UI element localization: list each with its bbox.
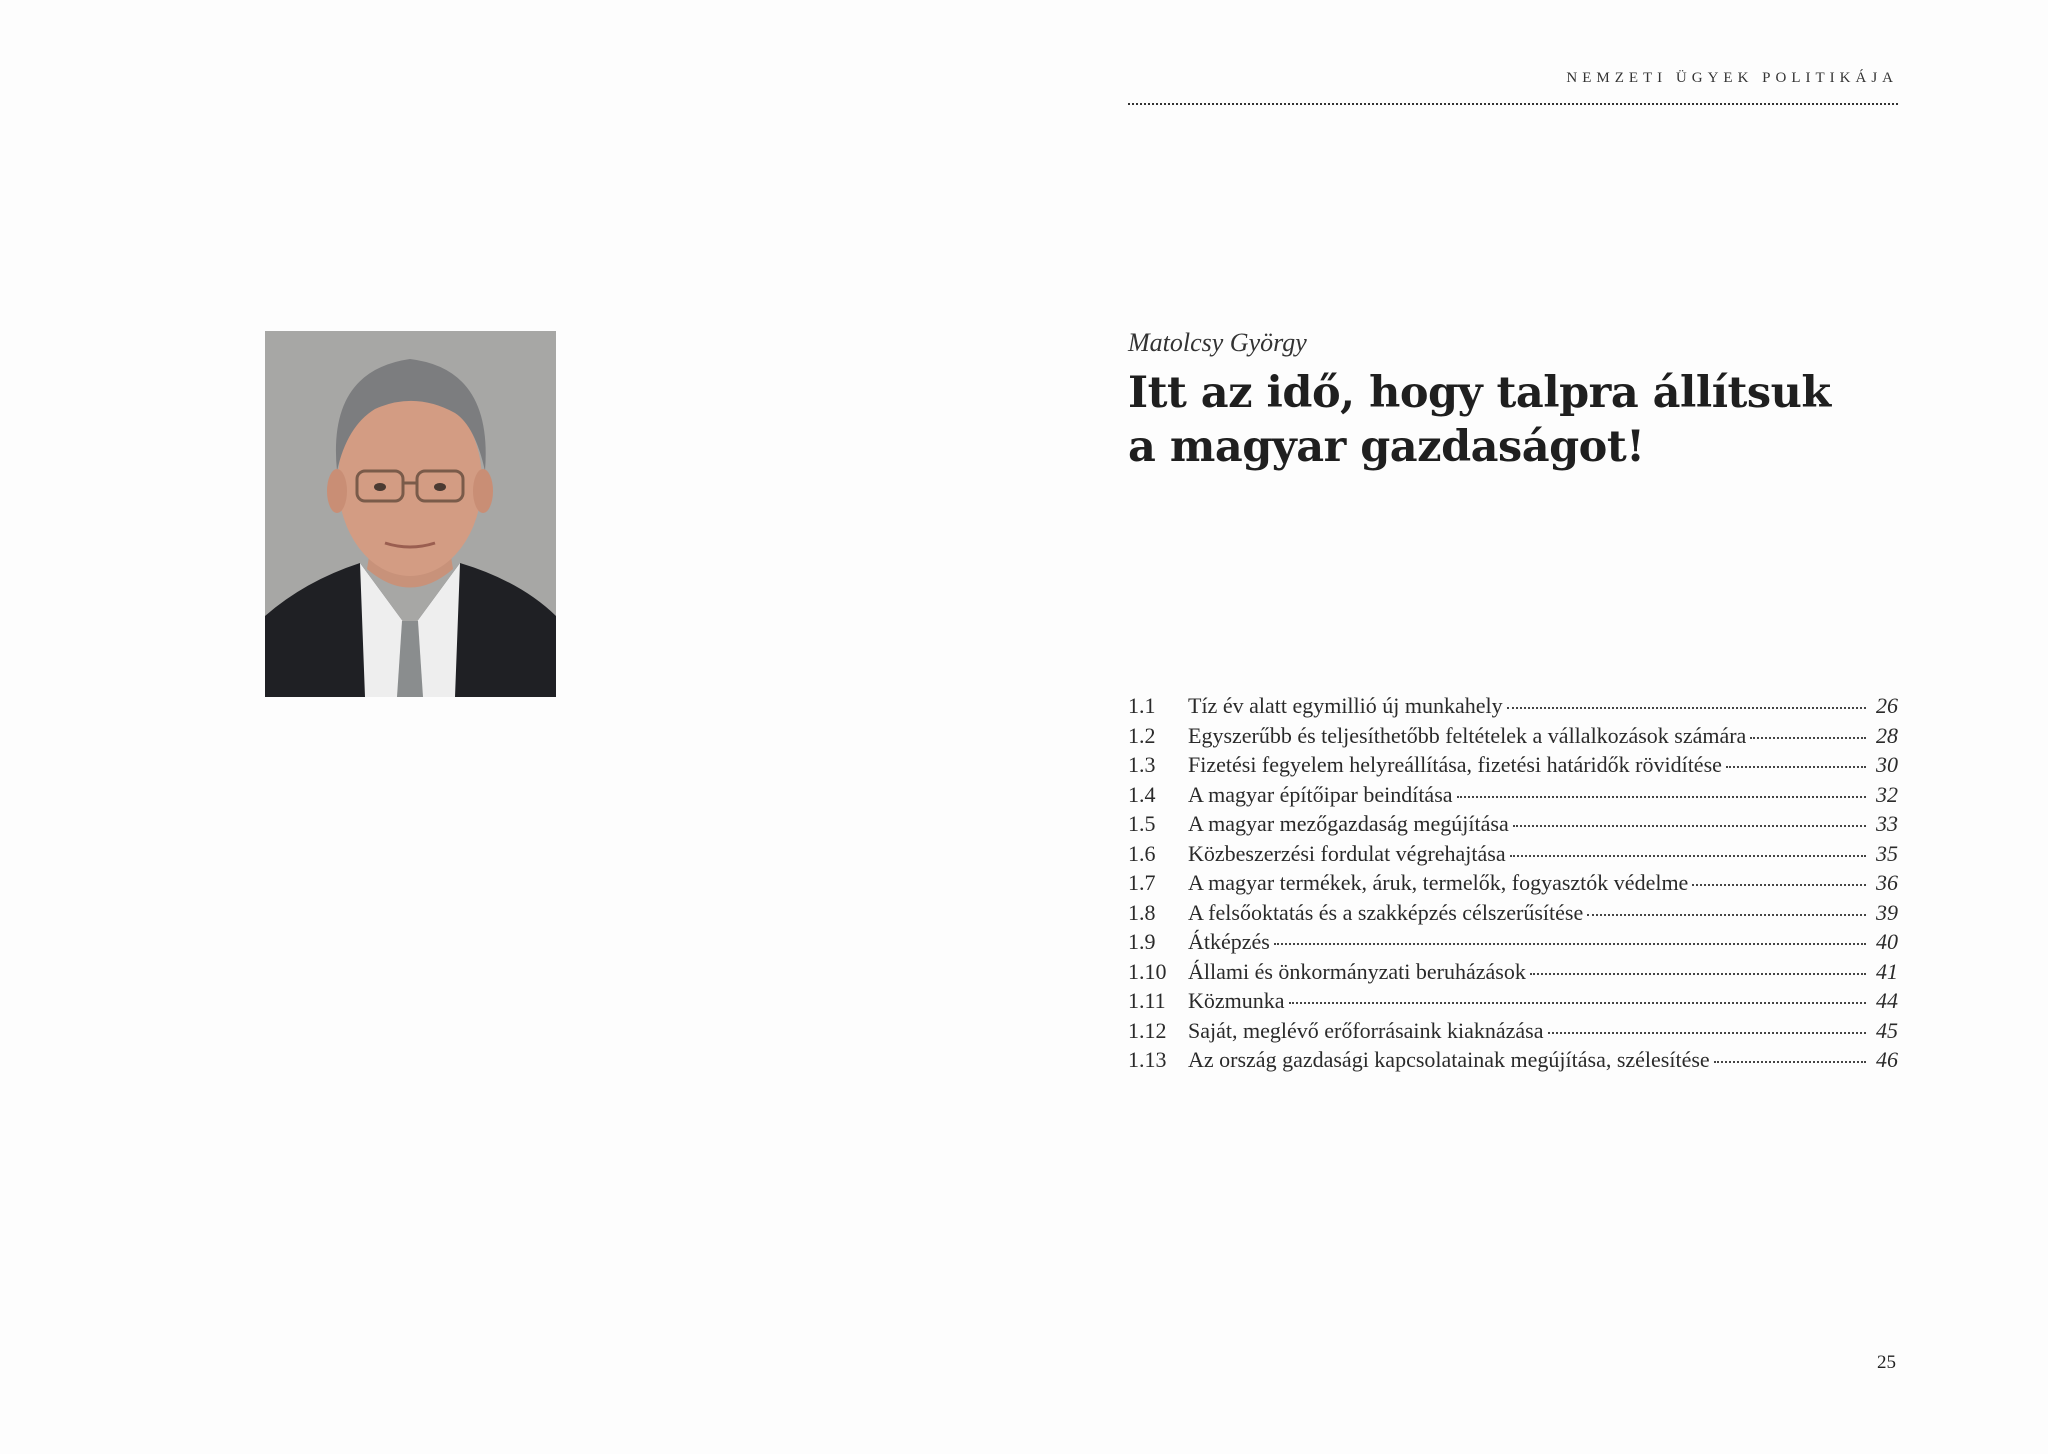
- toc-title: Tíz év alatt egymillió új munkahely: [1188, 693, 1503, 718]
- toc-row: [1128, 988, 1898, 1018]
- toc-page: 46: [1876, 1047, 1898, 1072]
- toc-row: [1128, 841, 1898, 871]
- toc-page: 32: [1876, 781, 1898, 807]
- toc-number: 1.3: [1128, 752, 1156, 777]
- toc-row: [1128, 959, 1898, 989]
- author-name: Matolcsy György: [1128, 328, 1307, 357]
- toc-title: Fizetési fegyelem helyreállítása, fizetési határidők rövidítése: [1188, 752, 1722, 777]
- toc-page: 39: [1876, 899, 1898, 925]
- toc-title: A magyar mezőgazdaság megújítása: [1188, 811, 1509, 836]
- header-divider: [1128, 103, 1898, 105]
- toc-row: [1128, 870, 1898, 900]
- toc-page: 28: [1876, 722, 1898, 748]
- toc-title: A magyar építőipar beindítása: [1188, 781, 1453, 807]
- toc-leader: [1510, 855, 1866, 857]
- toc-number: 1.6: [1128, 840, 1156, 866]
- toc-title: Az ország gazdasági kapcsolatainak megújítása, szélesítése: [1188, 1047, 1710, 1072]
- toc-row: [1128, 693, 1898, 723]
- title-line-2: a magyar gazdaságot!: [1128, 422, 1645, 472]
- toc-page: 30: [1876, 752, 1898, 777]
- toc-row: [1128, 782, 1898, 812]
- toc-number: 1.10: [1128, 958, 1167, 984]
- toc-leader: [1274, 943, 1866, 945]
- toc-page: 41: [1876, 958, 1898, 984]
- toc-leader: [1692, 884, 1866, 886]
- title-line-1: Itt az idő, hogy talpra állítsuk: [1128, 368, 1831, 418]
- toc-page: 40: [1876, 929, 1898, 954]
- toc-leader: [1530, 973, 1866, 975]
- toc-number: 1.9: [1128, 929, 1156, 954]
- toc-number: 1.7: [1128, 870, 1156, 895]
- toc-row: [1128, 811, 1898, 841]
- toc-leader: [1507, 707, 1866, 709]
- toc-number: 1.2: [1128, 722, 1156, 748]
- toc-title: Közmunka: [1188, 988, 1285, 1013]
- toc-leader: [1750, 737, 1866, 739]
- toc-row: [1128, 1047, 1898, 1077]
- toc-page: 26: [1876, 693, 1898, 718]
- toc-leader: [1587, 914, 1866, 916]
- toc-title: Állami és önkormányzati beruházások: [1188, 958, 1526, 984]
- running-header: NEMZETI ÜGYEK POLITIKÁJA: [1566, 70, 1898, 86]
- toc-title: Közbeszerzési fordulat végrehajtása: [1188, 840, 1506, 866]
- toc-number: 1.8: [1128, 899, 1156, 925]
- toc-leader: [1726, 766, 1866, 768]
- toc-leader: [1714, 1061, 1866, 1063]
- article-title: [1128, 366, 1848, 474]
- toc-page: 36: [1876, 870, 1898, 895]
- toc-number: 1.12: [1128, 1017, 1167, 1043]
- toc-number: 1.11: [1128, 988, 1166, 1013]
- toc-leader: [1457, 796, 1866, 798]
- author-portrait: [265, 331, 556, 697]
- toc-page: 33: [1876, 811, 1898, 836]
- toc-title: Átképzés: [1188, 929, 1270, 954]
- page-number: 25: [1877, 1352, 1896, 1373]
- toc-row: [1128, 1018, 1898, 1048]
- toc-leader: [1289, 1002, 1866, 1004]
- toc-row: [1128, 929, 1898, 959]
- toc-title: A magyar termékek, áruk, termelők, fogyasztók védelme: [1188, 870, 1689, 895]
- toc-row: [1128, 900, 1898, 930]
- toc-leader: [1513, 825, 1866, 827]
- table-of-contents: [1128, 693, 1898, 1077]
- toc-page: 44: [1876, 988, 1898, 1013]
- toc-title: Egyszerűbb és teljesíthetőbb feltételek a vállalkozások számára: [1188, 722, 1747, 748]
- toc-title: Saját, meglévő erőforrásaink kiaknázása: [1188, 1017, 1544, 1043]
- toc-row: [1128, 723, 1898, 753]
- toc-row: [1128, 752, 1898, 782]
- toc-leader: [1548, 1032, 1866, 1034]
- toc-number: 1.4: [1128, 781, 1156, 807]
- toc-number: 1.13: [1128, 1047, 1167, 1072]
- toc-title: A felsőoktatás és a szakképzés célszerűsítése: [1188, 899, 1584, 925]
- toc-page: 45: [1876, 1017, 1898, 1043]
- toc-number: 1.1: [1128, 693, 1156, 718]
- toc-page: 35: [1876, 840, 1898, 866]
- toc-number: 1.5: [1128, 811, 1156, 836]
